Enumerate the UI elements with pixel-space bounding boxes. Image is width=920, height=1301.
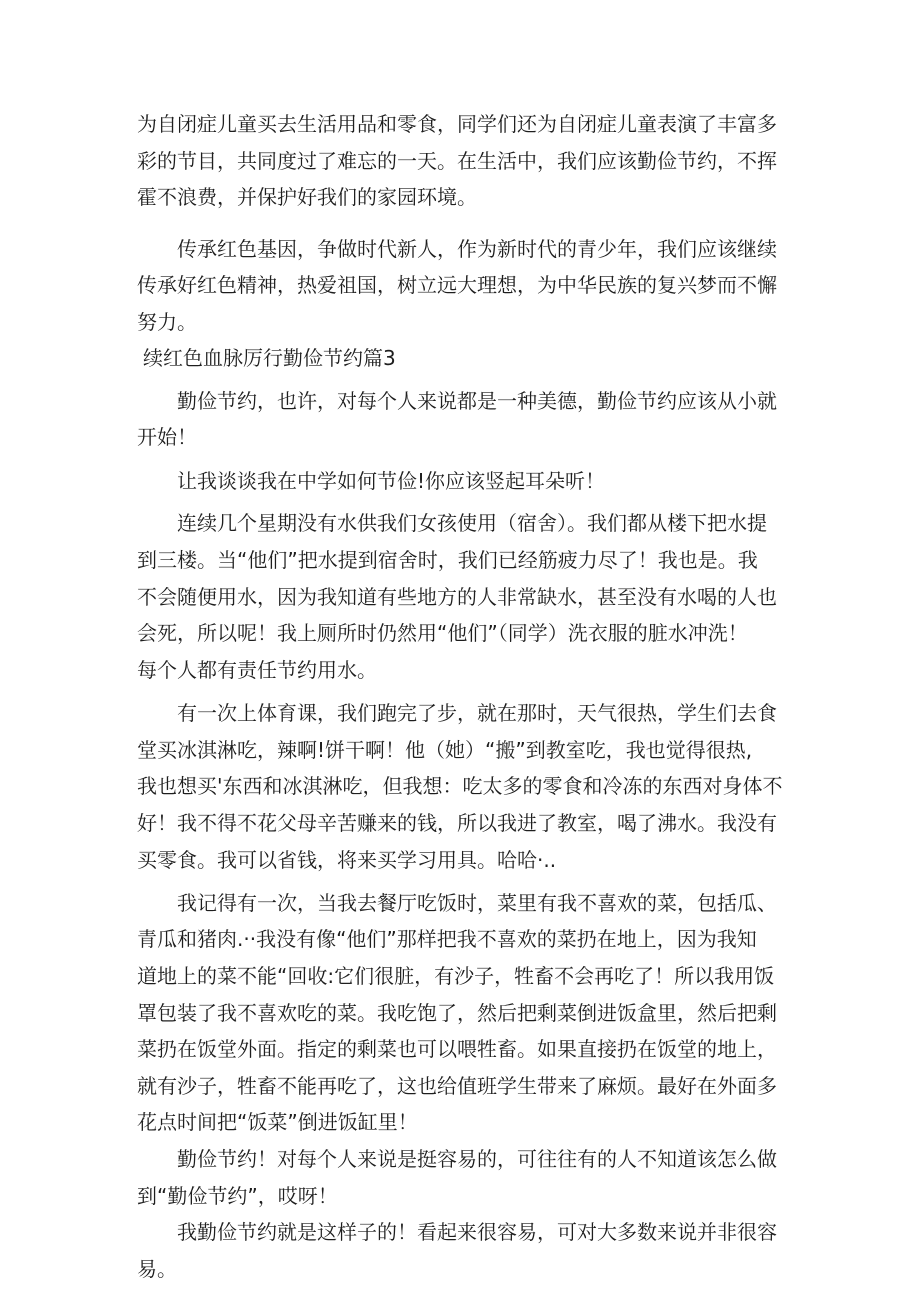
text-line: 易。: [137, 1257, 177, 1281]
text-line: 花点时间把“饭菜”倒进饭缸里！: [137, 1110, 418, 1135]
text-line: 勤俭节约，也许，对每个人来说都是一种美德，勤俭节约应该从小就: [177, 388, 777, 413]
section-heading: 续红色血脉厉行勤俭节约篇3: [143, 345, 396, 370]
text-line: 勤俭节约！对每个人来说是挺容易的，可往往有的人不知道该怎么做: [177, 1147, 777, 1172]
text-line: 努力。: [137, 309, 197, 334]
text-line: 开始！: [137, 425, 197, 450]
text-line: 传承好红色精神，热爱祖国，树立远大理想，为中华民族的复兴梦而不懈: [137, 273, 777, 298]
text-line: 有一次上体育课，我们跑完了步，就在那时，天气很热，学生们去食: [177, 701, 777, 725]
text-line: 每个人都有责任节约用水。: [137, 657, 377, 682]
text-line: 为自闭症儿童买去生活用品和零食，同学们还为自闭症儿童表演了丰富多: [137, 112, 777, 136]
text-line: 传承红色基因，争做时代新人，作为新时代的青少年，我们应该继续: [177, 236, 777, 261]
text-line: 我也想买'东西和冰淇淋吃，但我想：吃太多的零食和冷冻的东西对身体不: [137, 774, 783, 799]
text-line: 道地上的菜不能“回收:它们很脏，有沙子，牲畜不会再吃了！所以我用饭: [137, 963, 775, 988]
text-line: 就有沙子，牲畜不能再吃了，这也给值班学生带来了麻烦。最好在外面多: [137, 1073, 777, 1098]
text-line: 到“勤俭节约”，哎呀！: [137, 1183, 338, 1208]
text-line: 堂买冰淇淋吃，辣啊!饼干啊！他（她）“搬”到教室吃，我也觉得很热,: [137, 737, 753, 762]
text-line: 会死，所以呢！我上厕所时仍然用“他们”（同学）洗衣服的脏水冲洗！: [137, 621, 748, 646]
text-line: 到三楼。当“他们”把水提到宿舍时，我们已经筋疲力尽了！我也是。我: [137, 548, 758, 572]
text-line: 彩的节目，共同度过了难忘的一天。在生活中，我们应该勤俭节约，不挥: [137, 148, 777, 173]
text-line: 菜扔在饭堂外面。指定的剩菜也可以喂牲畜。如果直接扔在饭堂的地上，: [137, 1037, 777, 1062]
text-line: 不会随便用水，因为我知道有些地方的人非常缺水，甚至没有水喝的人也: [137, 584, 777, 609]
text-line: 我记得有一次，当我去餐厅吃饭时，菜里有我不喜欢的菜，包括瓜、: [177, 890, 777, 915]
text-line: 让我谈谈我在中学如何节俭!你应该竖起耳朵听！: [177, 469, 606, 494]
text-line: 我勤俭节约就是这样子的！看起来很容易，可对大多数来说并非很容: [177, 1220, 777, 1245]
text-line: 好！我不得不花父母辛苦赚来的钱，所以我进了教室，喝了沸水。我没有: [137, 810, 777, 835]
text-line: 霍不浪费，并保护好我们的家园环境。: [137, 185, 477, 210]
text-line: 青瓜和猪肉.··我没有像“他们”那样把我不喜欢的菜扔在地上，因为我知: [137, 927, 757, 952]
text-line: 买零食。我可以省钱，将来买学习用具。哈哈·..: [137, 847, 557, 872]
text-line: 连续几个星期没有水供我们女孩使用（宿舍）。我们都从楼下把水提: [177, 511, 767, 536]
text-line: 罩包装了我不喜欢吃的菜。我吃饱了，然后把剩菜倒进饭盒里，然后把剩: [137, 1000, 777, 1025]
